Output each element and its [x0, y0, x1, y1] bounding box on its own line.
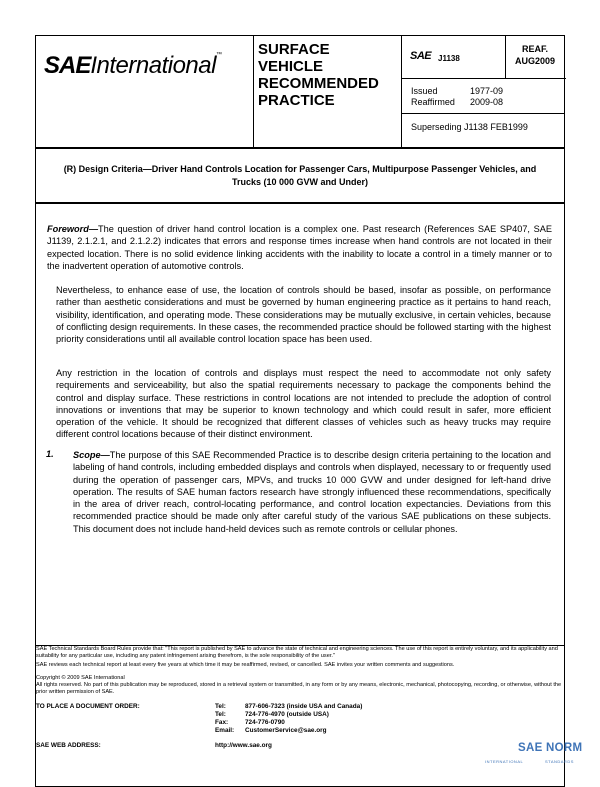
order-label: TO PLACE A DOCUMENT ORDER:	[36, 703, 140, 710]
superseding-text: Superseding J1138 FEB1999	[411, 122, 528, 132]
reaffirmed-row-label: Reaffirmed	[411, 97, 455, 107]
reaffirmed-row-value: 2009-08	[470, 97, 504, 107]
document-type-title: SURFACE VEHICLE RECOMMENDED PRACTICE	[258, 41, 379, 109]
logo-trademark: ™	[215, 52, 222, 58]
watermark-sub-left: INTERNATIONAL	[485, 759, 524, 764]
standards-board-rules: SAE Technical Standards Board Rules provide that: "This report is published by SAE to advance the state of technical and engineering sciences. The use of this report is entirely voluntary, and its applicability and suitability for any particular use, including any patent infringement arising therefrom, is the sole responsibility of the user."	[36, 646, 558, 660]
scope-heading: Scope—	[73, 450, 110, 460]
paragraph-restrictions: Any restriction in the location of controls and displays must respect the need to accommodate not only safety requirements and serviceability, but also the spatial requirements necessary to package the components behind the control and display surface. These restrictions in control locations are not intended to preclude the adoption of control innovations or inventions that may be superior to known technology and which could result in safer, more efficient operation of the vehicle. It should be recognized that different classes of vehicles such as heavy trucks may require different control locations because of their distinct environment.	[56, 368, 551, 440]
issued-label: Issued	[411, 86, 438, 96]
contact-key: Fax:	[215, 719, 229, 726]
small-sae-logo: SAE	[410, 50, 432, 62]
foreword-text: The question of driver hand control location is a complex one. Past research (References SAE SP407, SAE J1139, 2.1.2.1, and 2.1.2.2) indicates that errors and response times increase when hand controls are not located in their expected location. There is no solid evidence linking accidents with the inability to locate a control in a timely manner or to the inadvertent operation of automotive controls.	[47, 224, 552, 271]
contact-key: Tel:	[215, 711, 226, 718]
watermark-sub-right: STANDARDS	[545, 759, 574, 764]
document-number: J1138	[438, 54, 460, 63]
contact-phone-international: 724-776-4970 (outside USA)	[245, 711, 329, 718]
contact-fax: 724-776-0790	[245, 719, 285, 726]
logo-sae-text: SAE	[44, 52, 91, 79]
reaffirmed-label: REAF.	[521, 44, 548, 54]
scope-paragraph	[73, 449, 551, 535]
web-address-link[interactable]: http://www.sae.org	[215, 742, 272, 749]
review-notice: SAE reviews each technical report at least every five years at which time it may be reaffirmed, revised, or cancelled. SAE invites your written comments and suggestions.	[36, 662, 455, 668]
foreword-paragraph	[47, 223, 552, 272]
contact-key: Email:	[215, 727, 235, 734]
sae-international-logo	[44, 52, 222, 80]
copyright-line: Copyright © 2009 SAE International	[36, 675, 125, 681]
contact-phone-domestic: 877-606-7323 (inside USA and Canada)	[245, 703, 363, 710]
contact-email[interactable]: CustomerService@sae.org	[245, 727, 327, 734]
web-address-label: SAE WEB ADDRESS:	[36, 742, 101, 749]
scope-number: 1.	[46, 449, 54, 459]
document-subtitle: (R) Design Criteria—Driver Hand Controls Location for Passenger Cars, Multipurpose Passenger Vehicles, and Trucks (10 000 GVW and Under)	[63, 164, 537, 187]
rights-reserved-text: All rights reserved. No part of this publication may be reproduced, stored in a retrieval system or transmitted, in any form or by any means, electronic, mechanical, photocopying, recording, or otherwise, without the prior written permission of SAE.	[36, 682, 562, 696]
issued-value: 1977-09	[470, 86, 504, 96]
foreword-heading: Foreword—	[47, 224, 99, 234]
watermark-sae-norm: SAE NORM	[518, 742, 583, 754]
superseding-divider	[401, 113, 565, 114]
contact-key: Tel:	[215, 703, 226, 710]
reaffirmed-date: AUG2009	[514, 56, 556, 66]
scope-text: The purpose of this SAE Recommended Practice is to describe design criteria pertaining to the location and labeling of hand controls, including embedded displays and controls when displayed, necessary to or frequently used during the operation of passenger cars, MPVs, and trucks 10 000 GVW and under designed for left-hand drive operation. The results of SAE human factors research have strongly influenced these recommendations, specifically in the area of driver reach, control-locating performance, and control location expectancies. Deviations from this recommended practice should be made only after careful study of the various SAE publications on these subjects. This document does not include hand-held devices such as remote controls or cellular phones.	[73, 450, 551, 534]
paragraph-nevertheless: Nevertheless, to enhance ease of use, the location of controls should be based, insofar as possible, on performance rather than aesthetic considerations and must be governed by human engineering practice as it pertains to hand reach, visibility, identification, and operating mode. These considerations may be mutually exclusive, in certain vehicles, because of conflicting design requirements. In these cases, the recommended practice should be followed starting with the highest priority considerations until all available control location space has been used.	[56, 285, 551, 345]
logo-international-text: International	[90, 52, 216, 79]
